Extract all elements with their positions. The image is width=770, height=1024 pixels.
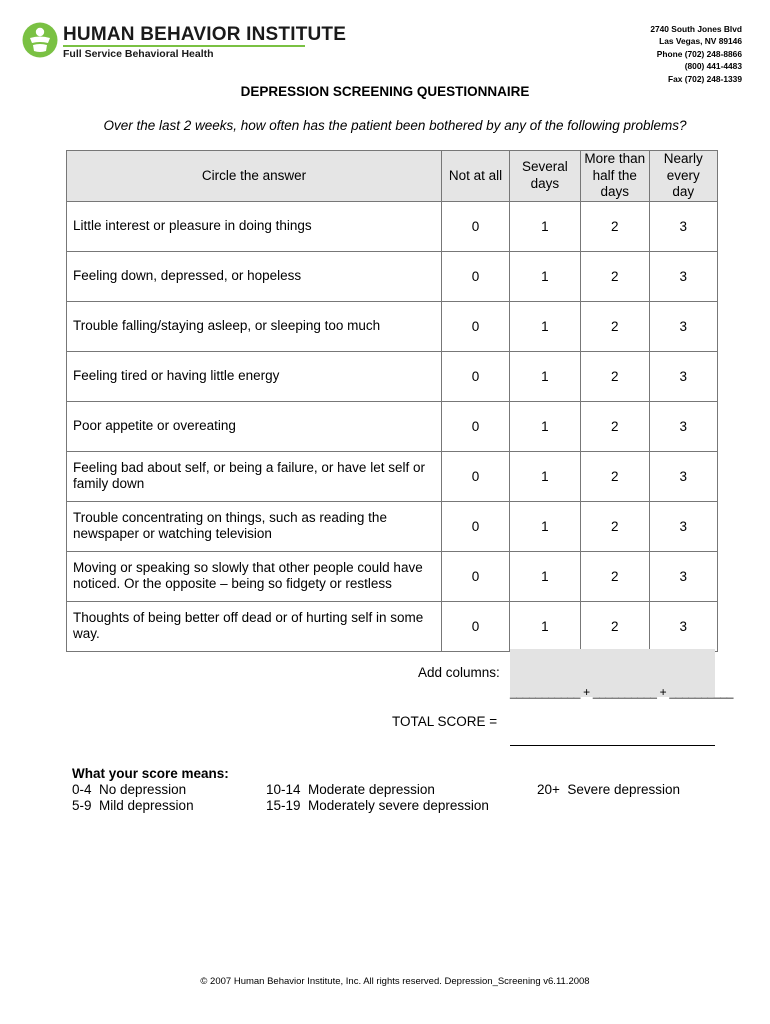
- score-option[interactable]: 2: [580, 301, 649, 351]
- score-meaning-title: What your score means:: [72, 766, 229, 781]
- score-range-item: [266, 782, 435, 797]
- score-option[interactable]: 3: [649, 501, 717, 551]
- question-text: Moving or speaking so slowly that other people could have noticed. Or the opposite – being so fidgety or restless: [67, 551, 442, 601]
- address-block: [650, 23, 742, 85]
- score-option[interactable]: 2: [580, 251, 649, 301]
- score-option[interactable]: 1: [510, 301, 581, 351]
- score-option[interactable]: 2: [580, 351, 649, 401]
- score-option[interactable]: 3: [649, 201, 717, 251]
- table-row: [67, 201, 718, 251]
- question-text: Feeling tired or having little energy: [67, 351, 442, 401]
- score-option[interactable]: 3: [649, 251, 717, 301]
- questionnaire-table: [66, 150, 718, 652]
- score-option[interactable]: 1: [510, 451, 581, 501]
- address-line: Phone (702) 248-8866: [656, 48, 742, 59]
- score-option[interactable]: 1: [510, 251, 581, 301]
- score-range-item: [72, 798, 194, 813]
- score-option[interactable]: 2: [580, 201, 649, 251]
- header-row: [67, 151, 718, 202]
- score-range-label: Mild depression: [99, 798, 194, 813]
- add-columns-label: Add columns:: [418, 665, 500, 680]
- score-option[interactable]: 1: [510, 551, 581, 601]
- score-option[interactable]: 2: [580, 601, 649, 651]
- column-header-not-at-all: Not at all: [442, 151, 510, 202]
- score-option[interactable]: 0: [442, 551, 510, 601]
- table-row: [67, 451, 718, 501]
- table-row: [67, 351, 718, 401]
- table-row: [67, 551, 718, 601]
- table-row: [67, 601, 718, 651]
- leaf-person-logo-icon: [22, 22, 58, 58]
- score-option[interactable]: 0: [442, 301, 510, 351]
- column-header-nearly-every-day: Nearly every day: [649, 151, 717, 202]
- score-range: 20+: [537, 782, 560, 797]
- score-option[interactable]: 0: [442, 501, 510, 551]
- document-title: DEPRESSION SCREENING QUESTIONNAIRE: [240, 84, 530, 99]
- table-row: [67, 251, 718, 301]
- score-range: 10-14: [266, 782, 301, 797]
- score-option[interactable]: 3: [649, 301, 717, 351]
- score-option[interactable]: 0: [442, 201, 510, 251]
- copyright-footer: © 2007 Human Behavior Institute, Inc. All rights reserved. Depression_Screening v6.11.2008: [200, 976, 590, 987]
- score-option[interactable]: 2: [580, 451, 649, 501]
- question-text: Trouble falling/staying asleep, or sleeping too much: [67, 301, 442, 351]
- column-header-instruction: Circle the answer: [67, 151, 442, 202]
- address-line: 2740 South Jones Blvd: [650, 24, 742, 34]
- score-option[interactable]: 0: [442, 401, 510, 451]
- total-score-label: TOTAL SCORE =: [392, 714, 498, 729]
- table-row: [67, 301, 718, 351]
- table-row: [67, 401, 718, 451]
- score-range: 5-9: [72, 798, 92, 813]
- total-score-field[interactable]: [510, 745, 715, 746]
- question-text: Feeling bad about self, or being a failure, or have let self or family down: [67, 451, 442, 501]
- question-text: Little interest or pleasure in doing things: [67, 201, 442, 251]
- score-option[interactable]: 0: [442, 601, 510, 651]
- score-range-item: [266, 798, 489, 813]
- score-option[interactable]: 3: [649, 401, 717, 451]
- score-range-label: Severe depression: [567, 782, 680, 797]
- score-option[interactable]: 1: [510, 401, 581, 451]
- score-option[interactable]: 2: [580, 551, 649, 601]
- score-option[interactable]: 0: [442, 351, 510, 401]
- org-tagline: Full Service Behavioral Health: [63, 48, 214, 60]
- score-option[interactable]: 3: [649, 601, 717, 651]
- score-range-label: No depression: [99, 782, 187, 797]
- score-range-item: [72, 782, 186, 797]
- column-header-several-days: Several days: [510, 151, 581, 202]
- score-option[interactable]: 3: [649, 351, 717, 401]
- column-header-more-than-half: More than half the days: [580, 151, 649, 202]
- address-line: (800) 441-4483: [684, 61, 742, 72]
- question-text: Trouble concentrating on things, such as reading the newspaper or watching television: [67, 501, 442, 551]
- score-option[interactable]: 2: [580, 401, 649, 451]
- score-option[interactable]: 2: [580, 501, 649, 551]
- question-text: Thoughts of being better off dead or of hurting self in some way.: [67, 601, 442, 651]
- score-option[interactable]: 3: [649, 451, 717, 501]
- score-option[interactable]: 1: [510, 601, 581, 651]
- question-prompt: Over the last 2 weeks, how often has the patient been bothered by any of the following problems?: [103, 118, 687, 133]
- question-text: Feeling down, depressed, or hopeless: [67, 251, 442, 301]
- score-range: 15-19: [266, 798, 301, 813]
- org-name-underline: [63, 45, 305, 47]
- question-text: Poor appetite or overeating: [67, 401, 442, 451]
- score-range-label: Moderately severe depression: [308, 798, 489, 813]
- score-option[interactable]: 1: [510, 501, 581, 551]
- score-option[interactable]: 1: [510, 201, 581, 251]
- score-option[interactable]: 1: [510, 351, 581, 401]
- score-option[interactable]: 0: [442, 251, 510, 301]
- score-range-label: Moderate depression: [308, 782, 435, 797]
- score-option[interactable]: 0: [442, 451, 510, 501]
- org-name: HUMAN BEHAVIOR INSTITUTE: [63, 24, 347, 45]
- add-columns-field[interactable]: ___________ + __________ + __________: [510, 685, 734, 699]
- score-range-item: [537, 782, 680, 797]
- table-row: [67, 501, 718, 551]
- score-option[interactable]: 3: [649, 551, 717, 601]
- address-line: Las Vegas, NV 89146: [659, 36, 742, 47]
- address-line: Fax (702) 248-1339: [667, 73, 742, 84]
- score-range: 0-4: [72, 782, 92, 797]
